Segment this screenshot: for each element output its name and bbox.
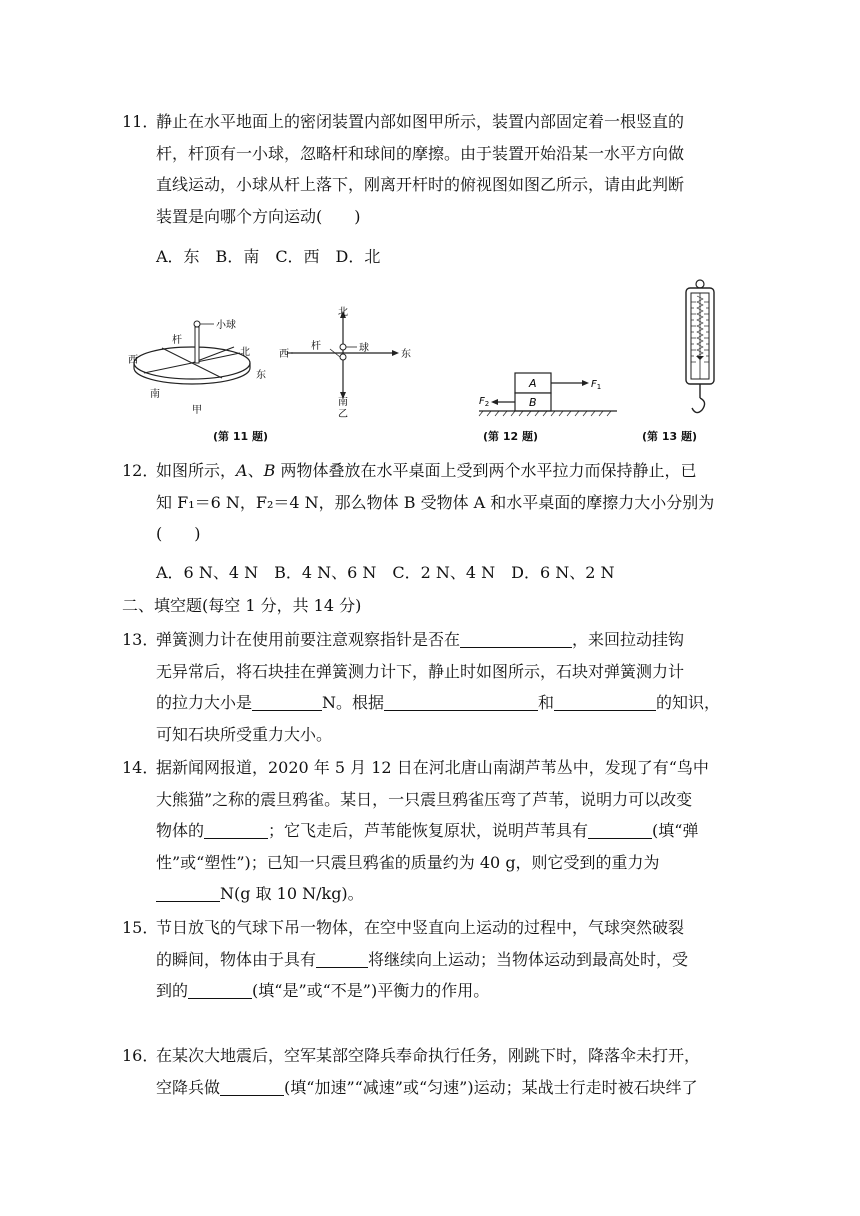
figure-12-caption: (第 12 题) (483, 430, 539, 443)
question-12 (122, 455, 738, 550)
question-text: 在某次大地震后，空军某部空降兵奉命执行任务，刚跳下时，降落伞未打开， 空降兵做 (填“加速”“减速”或“匀速”)运动；某战士行走时被石块绊了 (156, 1046, 701, 1097)
label-block-b: B (529, 396, 537, 409)
question-text: 弹簧测力计在使用前要注意观察指针是否在 ，来回拉动挂钩 无异常后，将石块挂在弹簧测力计下，静止时如图所示，石块对弹簧测力计 的拉力大小是 N。根据 和 的知识， 可知石块所受重力大小。 (156, 630, 721, 744)
figure-13-caption: (第 13 题) (642, 430, 698, 443)
label-jia: 甲 (192, 405, 202, 415)
section-heading: 二、填空题(每空 1 分，共 14 分) (122, 596, 362, 615)
question-16 (122, 1040, 738, 1103)
label-rod: 杆 (172, 335, 182, 346)
answer-blank[interactable] (316, 949, 368, 968)
label-yi: 乙 (338, 409, 348, 420)
label-east: 东 (401, 349, 411, 360)
figure-11-jia (122, 305, 282, 415)
answer-blank[interactable] (588, 820, 652, 839)
question-13 (122, 624, 738, 750)
answer-blank[interactable] (204, 820, 268, 839)
question-15 (122, 912, 738, 1007)
answer-blank[interactable] (460, 629, 572, 648)
answer-blank[interactable] (220, 1077, 284, 1096)
question-number: 11． (122, 112, 159, 131)
question-text: 如图所示，A、B 两物体叠放在水平桌面上受到两个水平拉力而保持静止，已 知 F₁＝6 N，F₂＝4 N，那么物体 B 受物体 A 和水平桌面的摩擦力大小分别为 ( ) (156, 461, 715, 543)
question-text: 据新闻网报道，2020 年 5 月 12 日在河北唐山南湖芦苇丛中，发现了有“鸟中 大熊猫”之称的震旦鸦雀。某日，一只震旦鸦雀压弯了芦苇，说明力可以改变 物体的 ；它飞走后，芦苇能恢复原状，说明芦苇具有 (填“弹 性”或“塑性”)；已知一只震旦鸦雀的质量约为 40 g，则它受到的重力为 N(g 取 10 N/kg)。 (156, 758, 709, 903)
question-number: 14． (122, 758, 159, 777)
question-11 (122, 106, 738, 232)
label-f1: $F_1$ (591, 379, 602, 391)
label-f2: $F_2$ (479, 396, 490, 408)
label-block-a: A (529, 377, 537, 390)
question-text: 静止在水平地面上的密闭装置内部如图甲所示，装置内部固定着一根竖直的 杆，杆顶有一小球，忽略杆和球间的摩擦。由于装置开始沿某一水平方向做 直线运动，小球从杆上落下，刚离开杆时的俯视图如图乙所示，请由此判断 装置是向哪个方向运动( ) (156, 112, 685, 226)
label-rod: 杆 (311, 341, 321, 352)
label-ball: 小球 (216, 320, 236, 331)
label-south: 南 (150, 389, 160, 400)
question-14 (122, 752, 738, 910)
figure-13-spring-scale (675, 278, 725, 423)
label-west: 西 (279, 349, 289, 360)
question-11-options: A．东 B．南 C．西 D．北 (156, 247, 381, 266)
label-west: 西 (128, 355, 138, 366)
label-ball: 球 (359, 343, 369, 354)
answer-blank[interactable] (156, 883, 220, 902)
figure-11-caption: (第 11 题) (213, 430, 269, 443)
question-12-options: A．6 N、4 N B．4 N、6 N C．2 N、4 N D．6 N、2 N (156, 563, 615, 582)
question-number: 13． (122, 630, 159, 649)
answer-blank[interactable] (554, 692, 656, 711)
answer-blank[interactable] (188, 980, 252, 999)
question-text: 节日放飞的气球下吊一物体，在空中竖直向上运动的过程中，气球突然破裂 的瞬间，物体由于具有 将继续向上运动；当物体运动到最高处时，受 到的 (填“是”或“不是”)平衡力的作用。 (156, 918, 689, 1000)
answer-blank[interactable] (384, 692, 538, 711)
label-south: 南 (338, 397, 348, 408)
label-north: 北 (240, 347, 250, 358)
question-number: 12． (122, 461, 159, 480)
figure-12 (475, 360, 625, 420)
question-number: 16． (122, 1046, 159, 1065)
label-east: 东 (256, 370, 266, 381)
answer-blank[interactable] (252, 692, 322, 711)
label-north: 北 (338, 307, 348, 318)
question-number: 15． (122, 918, 159, 937)
figure-11-yi (275, 305, 415, 420)
